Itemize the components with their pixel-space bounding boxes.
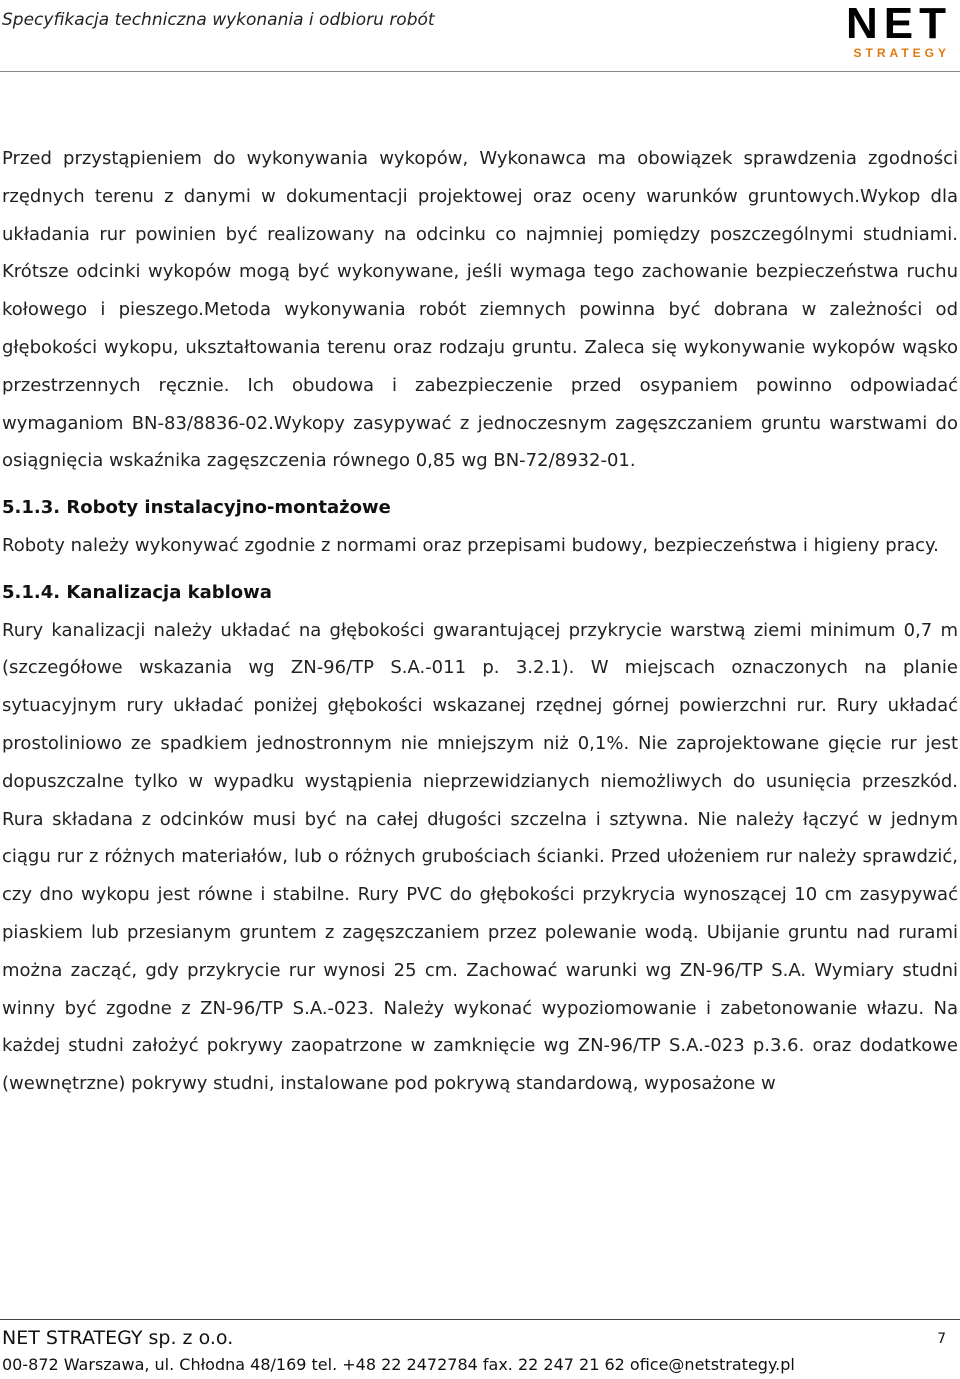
logo-net-text: NET — [846, 0, 952, 48]
section-heading-cable-duct: 5.1.4. Kanalizacja kablowa — [2, 581, 272, 603]
footer-address: 00-872 Warszawa, ul. Chłodna 48/169 tel. +48 22 2472784 fax. 22 247 21 62 ofice@netstrategy.pl — [2, 1355, 795, 1374]
footer-divider — [0, 1319, 960, 1320]
paragraph-installation: Roboty należy wykonywać zgodnie z normami oraz przepisami budowy, bezpieczeństwa i higieny pracy. — [2, 534, 939, 556]
page-number: 7 — [937, 1331, 946, 1347]
paragraph-cable-duct: Rury kanalizacji należy układać na głębokości gwarantującej przykrycie warstwą ziemi minimum 0,7 m (szczegółowe wskazania wg ZN-96/TP S.A.-011 p. 3.2.1). W miejscach oznaczonych na planie sytuacyjnym rury układać poniżej głębokości wskazanej rzędnej górnej powierzchni rur. Rury układać prostoliniowo ze spadkiem jednostronnym nie mniejszym niż 0,1%. Nie zaprojektowane gięcie rur jest dopuszczalne tylko w wypadku wystąpienia nieprzewidzianych niemożliwych do usunięcia przeszkód. Rura składana z odcinków musi być na całej długości szczelna i sztywna. Nie należy łączyć w jednym ciągu rur z różnych materiałów, lub o różnych grubościach ścianki. Przed ułożeniem rur należy sprawdzić, czy dno wykopu jest równe i stabilne. Rury PVC do głębokości przykrycia wynoszącej 10 cm zasypywać piaskiem lub przesianym gruntem z zagęszczaniem przez polewanie wodą. Ubijanie gruntu nad rurami można zacząć, gdy przykrycie rur wynosi 25 cm. Zachować warunki wg ZN-96/TP S.A. Wymiary studni winny być zgodne z ZN-96/TP S.A.-023. Należy wykonać wypoziomowanie i zabetonowanie włazu. Na każdej studni założyć pokrywy zaopatrzone w zamknięcie wg ZN-96/TP S.A.-023 p.3.6. oraz dodatkowe (wewnętrzne) pokrywy studni, instalowane pod pokrywą standardową, wyposażone w — [2, 619, 958, 1095]
section-heading-installation: 5.1.3. Roboty instalacyjno-montażowe — [2, 497, 391, 519]
footer-company-name: NET STRATEGY sp. z o.o. — [2, 1327, 234, 1349]
document-body — [2, 140, 958, 1103]
paragraph-excavation: Przed przystąpieniem do wykonywania wykopów, Wykonawca ma obowiązek sprawdzenia zgodności rzędnych terenu z danymi w dokumentacji projektowej oraz oceny warunków gruntowych.Wykop dla układania rur powinien być realizowany na odcinku co najmniej pomiędzy poszczególnymi studniami. Krótsze odcinki wykopów mogą być wykonywane, jeśli wymaga tego zachowanie bezpieczeństwa ruchu kołowego i pieszego.Metoda wykonywania robót ziemnych powinna być dobrana w zależności od głębokości wykopu, ukształtowania terenu oraz rodzaju gruntu. Zaleca się wykonywanie wykopów wąsko przestrzennych ręcznie. Ich obudowa i zabezpieczenie przed osypaniem powinno odpowiadać wymaganiom BN-83/8836-02.Wykopy zasypywać z jednoczesnym zagęszczaniem gruntu warstwami do osiągnięcia wskaźnika zagęszczenia równego 0,85 wg BN-72/8932-01. — [2, 148, 958, 472]
logo-strategy-text: STRATEGY — [853, 46, 950, 60]
company-logo — [840, 2, 952, 64]
header-divider — [0, 71, 960, 72]
document-title: Specyfikacja techniczna wykonania i odbioru robót — [2, 10, 435, 30]
